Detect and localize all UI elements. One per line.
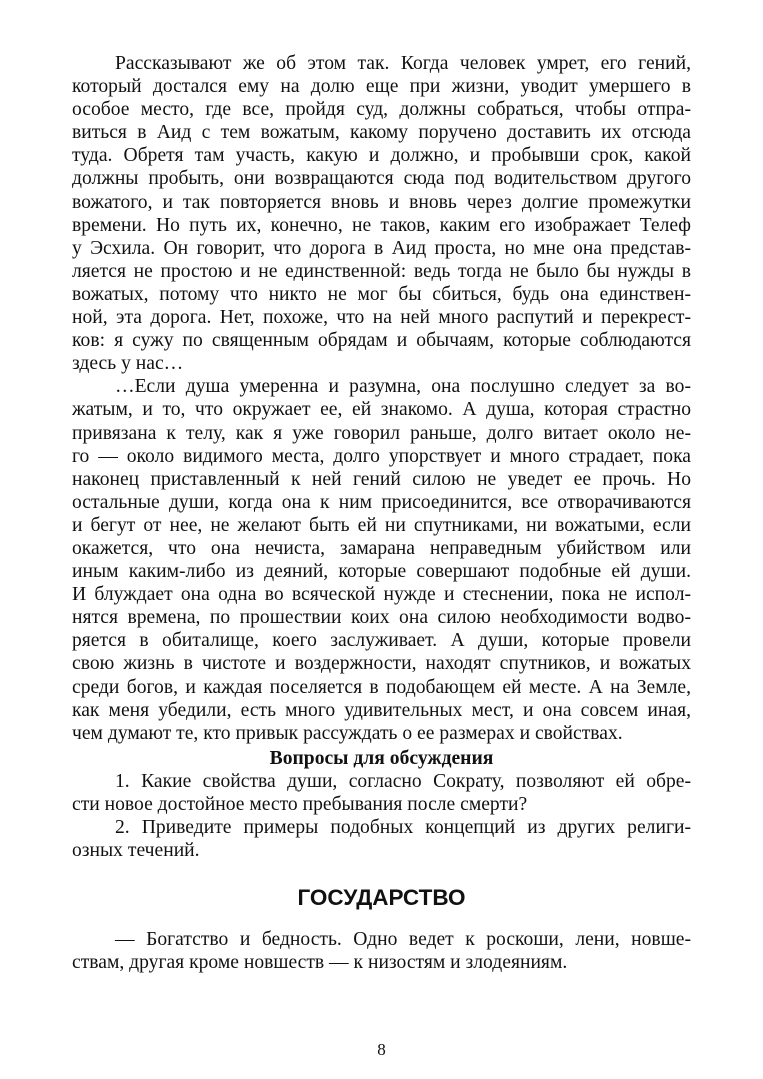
text-line: привязана к телу, как я уже говорил раньше, долго витает около не- (72, 422, 691, 444)
paragraph-2 (72, 375, 691, 745)
text-line: ляется не простою и не единственной: ведь тогда не было бы нужды в (72, 260, 691, 282)
text-line: И блуждает она одна во всяческой нужде и стеснении, пока не испол- (72, 584, 691, 606)
text-line: особое место, где все, пройдя суд, должны собраться, чтобы отпра- (72, 99, 691, 121)
text-line: у Эсхила. Он говорит, что дорога в Аид проста, но мне она представ- (72, 237, 691, 259)
text-line: времени. Но путь их, конечно, не таков, каким его изображает Телеф (72, 214, 691, 236)
text-line: го — около видимого места, долго упорствует и много страдает, пока (72, 445, 691, 467)
text-line: здесь у нас… (72, 353, 184, 375)
text-line: сти новое достойное место пребывания после смерти? (72, 794, 528, 815)
text-line: окажется, что она нечиста, замарана неправедным убийством или (72, 537, 691, 559)
question-2 (72, 816, 691, 862)
text-line: туда. Обретя там участь, какую и должно, и пробывши срок, какой (72, 145, 691, 167)
text-line: и бегут от нее, не желают быть ей ни спутниками, ни вожатыми, если (72, 514, 691, 536)
section-title: ГОСУДАРСТВО (297, 885, 466, 911)
page-content (72, 52, 691, 974)
text-line: среди богов, и каждая поселяется в подобающем ей месте. А на Земле, (72, 676, 691, 698)
text-line: виться в Аид с тем вожатым, какому поручено доставить их отсюда (72, 122, 691, 144)
text-line: как меня убедили, есть много удивительных мест, и она совсем иная, (72, 699, 691, 721)
text-line: вожатых, потому что никто не мог бы сбиться, будь она единствен- (72, 283, 691, 305)
text-line: озных течений. (72, 840, 200, 862)
text-line: ков: я сужу по священным обрядам и обычаям, которые соблюдаются (72, 330, 691, 352)
text-line: свою жизнь в чистоте и воздержности, находят спутников, и вожатых (72, 653, 691, 675)
text-line: наконец приставленный к ней гений силою не уведет ее прочь. Но (72, 468, 691, 490)
paragraph-3 (72, 928, 691, 974)
text-line: нятся времена, по прошествии коих она силою необходимости водво- (72, 607, 691, 629)
questions-heading: Вопросы для обсуждения (269, 747, 494, 769)
text-line: который достался ему на долю еще при жизни, уводит умершего в (72, 76, 691, 98)
text-line: остальные души, когда она к ним присоединится, все отворачиваются (72, 491, 691, 513)
text-line: жатым, и то, что окружает ее, ей знакомо. А душа, которая страстно (72, 399, 691, 421)
page-number: 8 (377, 1040, 386, 1059)
text-line: 1. Какие свойства души, согласно Сократу, позволяют ей обре- (115, 770, 691, 792)
text-line: …Если душа умеренна и разумна, она послушно следует за во- (115, 376, 691, 398)
paragraph-1 (72, 52, 691, 375)
text-line: — Богатство и бедность. Одно ведет к роскоши, лени, новше- (115, 929, 691, 951)
text-line: Рассказывают же об этом так. Когда человек умрет, его гений, (115, 53, 691, 74)
text-line: вожатого, и так повторяется вновь и вновь через долгие промежутки (72, 191, 691, 213)
text-line: ствам, другая кроме новшеств — к низостям и злодеяниям. (72, 952, 568, 974)
text-line: ной, эта дорога. Нет, похоже, что на ней много распутий и перекрест- (72, 307, 691, 329)
text-line: должны пробыть, они возвращаются сюда под водительством другого (72, 168, 691, 190)
text-line: 2. Приведите примеры подобных концепций из других религи- (115, 817, 691, 839)
text-line: чем думают те, кто привык рассуждать о ее размерах и свойствах. (72, 722, 623, 744)
text-line: иным каким-либо из деяний, которые совершают подобные ей души. (72, 561, 691, 583)
text-line: ряется в обиталище, коего заслуживает. А души, которые провели (72, 630, 691, 652)
question-1 (72, 770, 691, 816)
